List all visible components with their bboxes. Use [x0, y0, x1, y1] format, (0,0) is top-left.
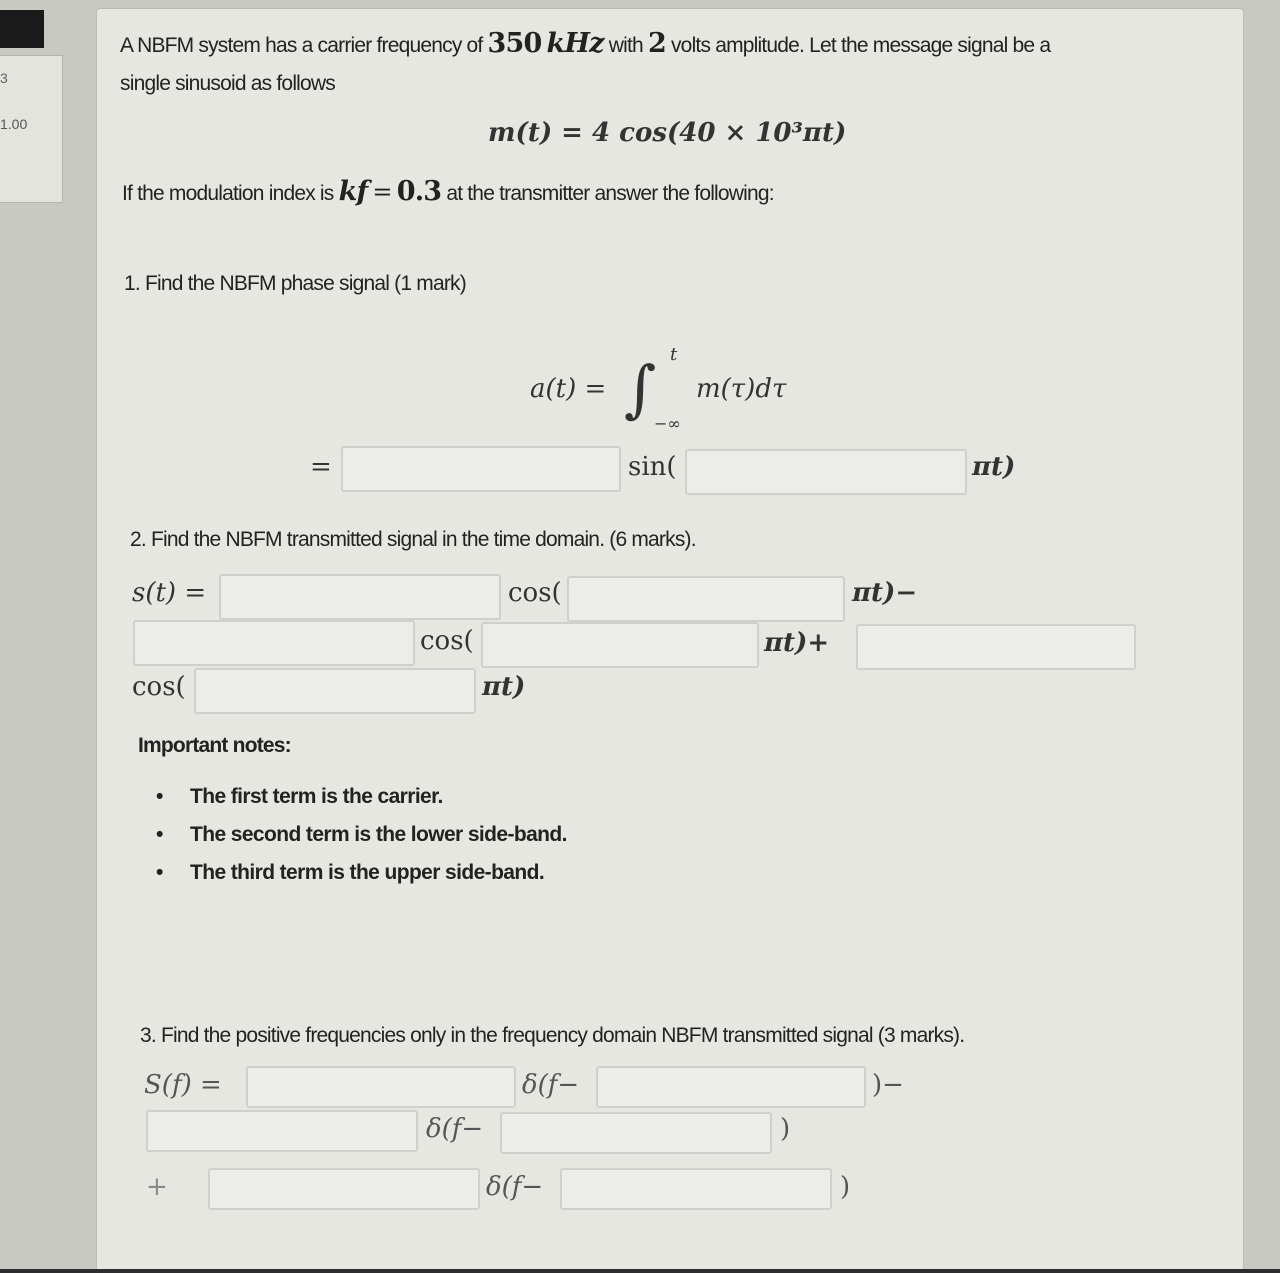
q2-carrier-amplitude-input[interactable]	[219, 574, 501, 620]
q1-sin-open: sin(	[628, 452, 677, 482]
q3-carrier-amplitude-input[interactable]	[246, 1066, 516, 1108]
note-item: • The second term is the lower side-band.	[156, 820, 567, 858]
q2-pi-t-plus: πt)+	[764, 628, 830, 658]
integral-lower-limit: −∞	[654, 414, 681, 433]
q2-cos-open-1: cos(	[508, 578, 562, 608]
q3-close-minus: )−	[872, 1070, 904, 1100]
q1-label: 1. Find the NBFM phase signal (1 mark)	[124, 272, 466, 295]
notes-list	[156, 782, 567, 896]
q2-cos-open-2: cos(	[420, 626, 474, 656]
note-item: • The first term is the carrier.	[156, 782, 567, 820]
q2-pi-t-minus: πt)−	[852, 578, 918, 608]
q3-S-lhs: S(f) =	[144, 1070, 222, 1100]
q3-delta-open-1: δ(f−	[522, 1070, 580, 1100]
integral-sign-icon: ∫	[624, 352, 657, 425]
intro-line-1: A NBFM system has a carrier frequency of 350 kHz with 2 volts amplitude. Let the message signal be a	[120, 28, 1051, 59]
q3-close-3: )	[840, 1172, 851, 1202]
bottom-bar	[0, 1269, 1280, 1273]
q3-usb-frequency-input[interactable]	[560, 1168, 832, 1210]
q2-lsb-frequency-input[interactable]	[481, 622, 759, 668]
q2-pi-t-close: πt)	[482, 672, 526, 702]
q2-lsb-amplitude-input[interactable]	[133, 620, 415, 666]
q1-pi-t-close: πt)	[972, 452, 1016, 482]
q3-carrier-frequency-input[interactable]	[596, 1066, 866, 1108]
q2-cos-open-3: cos(	[132, 672, 186, 702]
q2-usb-frequency-input[interactable]	[194, 668, 476, 714]
integral-lhs: a(t) =	[530, 374, 607, 404]
sidebar-block	[0, 10, 44, 48]
notes-title: Important notes:	[138, 734, 291, 757]
note-item: • The third term is the upper side-band.	[156, 858, 567, 896]
q1-equals: =	[310, 452, 332, 482]
modulation-index-line: If the modulation index is kf = 0.3 at the transmitter answer the following:	[122, 176, 774, 207]
intro-line-2: single sinusoid as follows	[120, 72, 335, 95]
integral-upper-limit: t	[670, 344, 678, 365]
q2-label: 2. Find the NBFM transmitted signal in the time domain. (6 marks).	[130, 528, 696, 551]
q3-lsb-amplitude-input[interactable]	[146, 1110, 418, 1152]
q2-carrier-frequency-input[interactable]	[567, 576, 845, 622]
q2-usb-amplitude-input[interactable]	[856, 624, 1136, 670]
q3-label: 3. Find the positive frequencies only in the frequency domain NBFM transmitted signal (3 marks).	[140, 1024, 965, 1047]
q2-s-lhs: s(t) =	[132, 578, 207, 608]
message-equation: m(t) = 4 cos(40 × 10³πt)	[488, 118, 847, 148]
integral-body: m(τ)dτ	[696, 374, 787, 404]
question-mark: 1.00	[0, 116, 28, 132]
q3-delta-open-3: δ(f−	[486, 1172, 544, 1202]
q3-usb-amplitude-input[interactable]	[208, 1168, 480, 1210]
q1-frequency-input[interactable]	[685, 449, 967, 495]
q3-delta-open-2: δ(f−	[426, 1114, 484, 1144]
q3-plus: +	[146, 1172, 168, 1202]
question-number: 3	[0, 70, 8, 86]
q3-lsb-frequency-input[interactable]	[500, 1112, 772, 1154]
q3-close-2: )	[780, 1114, 791, 1144]
q1-amplitude-input[interactable]	[341, 446, 621, 492]
